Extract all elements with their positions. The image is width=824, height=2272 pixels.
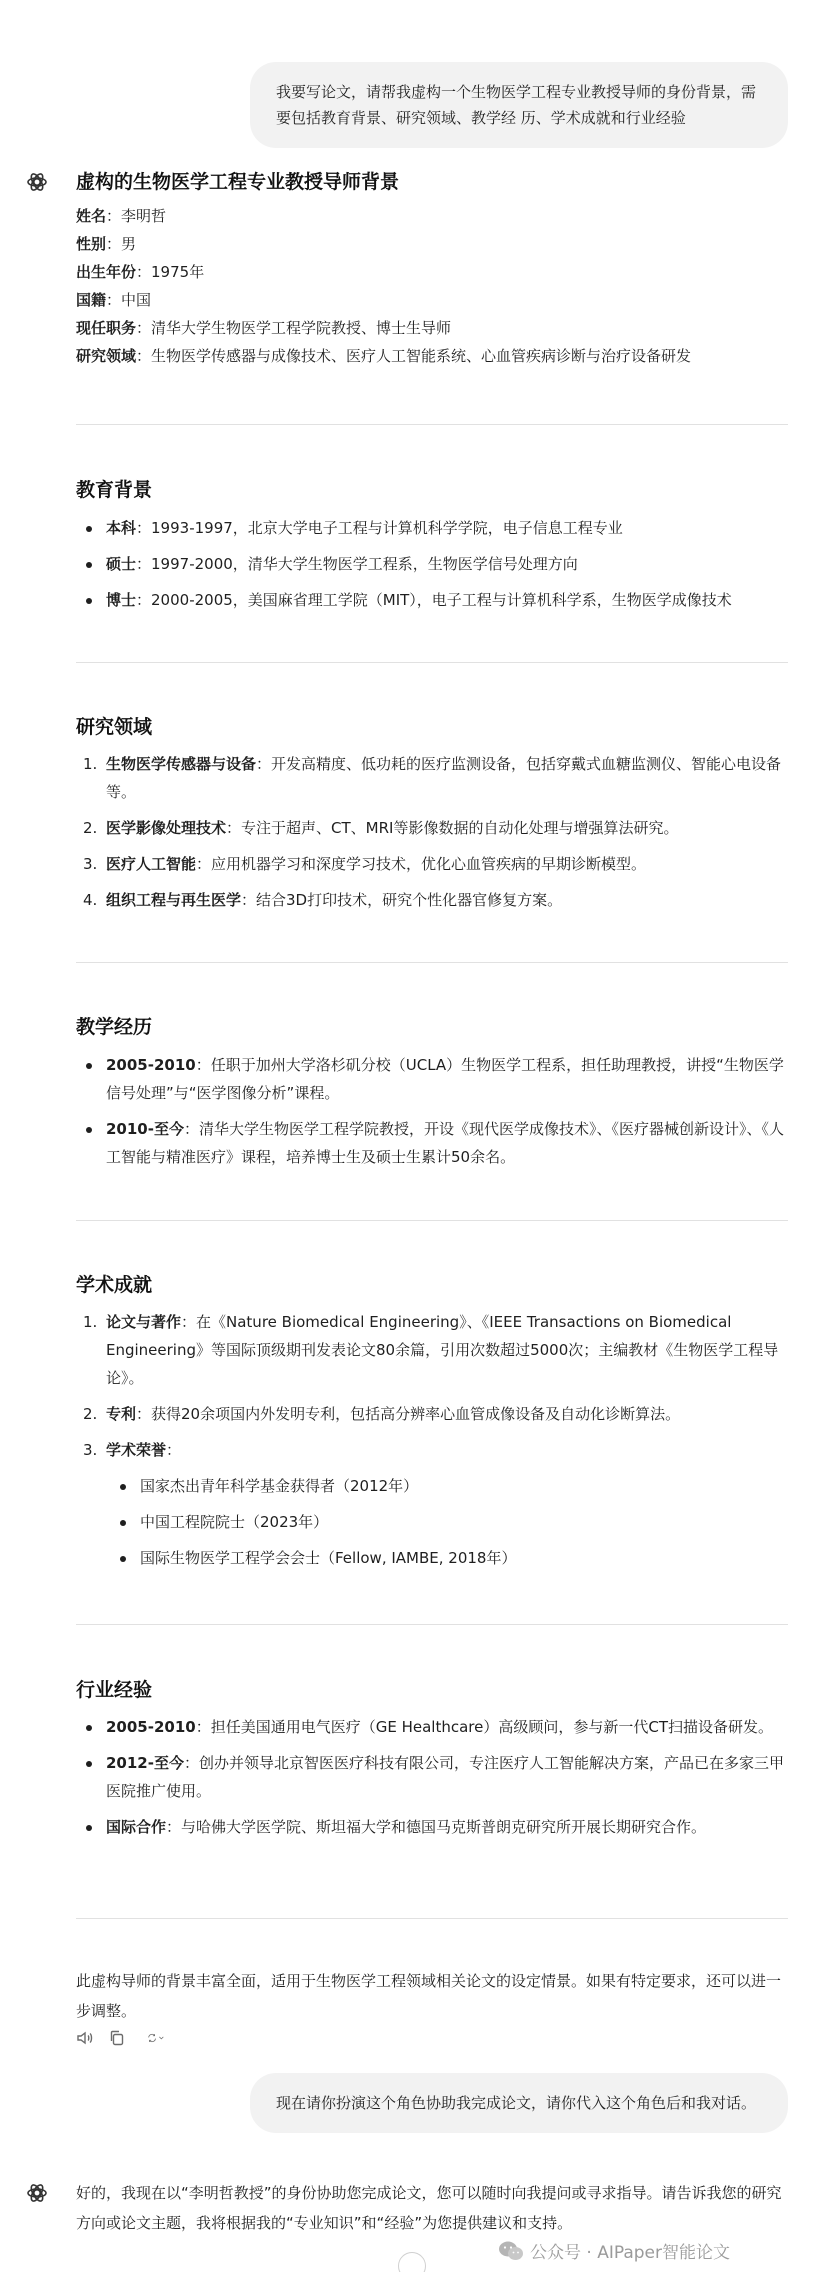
item-text: ：获得20余项国内外发明专利，包括高分辨率心血管成像设备及自动化诊断算法。 (136, 1405, 681, 1423)
item-label: 论文与著作 (106, 1313, 182, 1331)
field-value: ：清华大学生物医学工程学院教授、博士生导师 (136, 319, 452, 337)
item-label: 博士 (106, 591, 137, 609)
list-item (76, 1436, 788, 1572)
list-item (76, 1308, 788, 1392)
assistant-logo-icon (25, 2181, 49, 2205)
divider (76, 962, 788, 963)
item-label: 2005-2010 (106, 1718, 196, 1736)
section-heading-achievements: 学术成就 (76, 1274, 153, 1296)
item-number: 4. (83, 891, 98, 909)
profile-field (76, 230, 788, 258)
industry-list (76, 1713, 788, 1849)
item-label: 国际合作 (106, 1818, 167, 1836)
item-text: ：担任美国通用电气医疗（GE Healthcare）高级顾问，参与新一代CT扫描设备研发。 (195, 1718, 774, 1736)
item-label: 学术荣誉 (106, 1441, 167, 1459)
field-value: ：中国 (106, 291, 152, 309)
list-item (76, 1813, 788, 1841)
field-label: 研究领域 (76, 347, 137, 365)
item-label: 医学影像处理技术 (106, 819, 227, 837)
read-aloud-icon[interactable] (76, 2029, 94, 2047)
watermark (498, 2238, 730, 2263)
item-label: 本科 (106, 519, 137, 537)
item-label: 专利 (106, 1405, 137, 1423)
item-label: 2010-至今 (106, 1120, 184, 1138)
list-item (76, 514, 788, 542)
item-number: 3. (83, 855, 98, 873)
item-number: 1. (83, 1313, 98, 1331)
divider (76, 1624, 788, 1625)
honor-item: 国家杰出青年科学基金获得者（2012年） (106, 1472, 788, 1500)
list-item (76, 1400, 788, 1428)
profile-field (76, 286, 788, 314)
profile-fields (76, 202, 788, 370)
list-item (76, 850, 788, 878)
item-text: ：在《Nature Biomedical Engineering》、《IEEE Transactions on Biomedical Engineering》等国际顶级期刊发表论文80余篇，引用次数超过5000次；主编教材《生物医学工程导论》。 (106, 1313, 779, 1387)
list-item (76, 1713, 788, 1741)
divider (76, 1220, 788, 1221)
assistant-reply: 好的，我现在以“李明哲教授”的身份协助您完成论文，您可以随时向我提问或寻求指导。请告诉我您的研究方向或论文主题，我将根据我的“专业知识”和“经验”为您提供建议和支持。 (76, 2184, 782, 2232)
item-label: 医疗人工智能 (106, 855, 197, 873)
wechat-icon (498, 2240, 524, 2262)
item-number: 2. (83, 819, 98, 837)
item-text: ：创办并领导北京智医医疗科技有限公司，专注医疗人工智能解决方案，产品已在多家三甲医院推广使用。 (106, 1754, 784, 1800)
user-message-bubble (250, 62, 788, 148)
divider (76, 1918, 788, 1919)
field-value: ：1975年 (136, 263, 205, 281)
profile-section (76, 168, 788, 370)
list-item (76, 814, 788, 842)
response-title: 虚构的生物医学工程专业教授导师背景 (76, 171, 400, 193)
item-text: ：开发高精度、低功耗的医疗监测设备，包括穿戴式血糖监测仪、智能心电设备等。 (106, 755, 782, 801)
scroll-to-bottom-button[interactable] (398, 2252, 426, 2272)
list-item (76, 886, 788, 914)
user-message-bubble (250, 2073, 788, 2133)
message-actions (76, 2029, 172, 2047)
regenerate-icon[interactable] (140, 2029, 172, 2047)
copy-icon[interactable] (108, 2029, 126, 2047)
section-heading-research: 研究领域 (76, 716, 153, 738)
field-value: ：男 (106, 235, 137, 253)
list-item (76, 750, 788, 806)
field-label: 国籍 (76, 291, 107, 309)
list-item (76, 1749, 788, 1805)
item-text: ：1997-2000，清华大学生物医学工程系，生物医学信号处理方向 (136, 555, 578, 573)
profile-field (76, 202, 788, 230)
achievements-list (76, 1308, 788, 1580)
honors-list (106, 1472, 788, 1572)
item-number: 1. (83, 755, 98, 773)
divider (76, 424, 788, 425)
item-text: ：1993-1997，北京大学电子工程与计算机科学学院，电子信息工程专业 (136, 519, 623, 537)
list-item (76, 550, 788, 578)
item-text: ：2000-2005，美国麻省理工学院（MIT），电子工程与计算机科学系，生物医学成像技术 (136, 591, 732, 609)
education-list (76, 514, 788, 622)
user-message-text: 我要写论文，请帮我虚构一个生物医学工程专业教授导师的身份背景，需要包括教育背景、研究领域、教学经 历、学术成就和行业经验 (276, 83, 757, 127)
item-number: 3. (83, 1441, 98, 1459)
honor-item: 中国工程院院士（2023年） (106, 1508, 788, 1536)
item-label: 组织工程与再生医学 (106, 891, 242, 909)
item-label: 2005-2010 (106, 1056, 196, 1074)
item-label: 2012-至今 (106, 1754, 184, 1772)
item-text: ：与哈佛大学医学院、斯坦福大学和德国马克斯普朗克研究所开展长期研究合作。 (166, 1818, 707, 1836)
field-label: 出生年份 (76, 263, 137, 281)
item-label: 生物医学传感器与设备 (106, 755, 257, 773)
assistant-logo-icon (25, 170, 49, 194)
item-text: ：清华大学生物医学工程学院教授，开设《现代医学成像技术》、《医疗器械创新设计》、《人工智能与精准医疗》课程，培养博士生及硕士生累计50余名。 (106, 1120, 784, 1166)
profile-field (76, 342, 788, 370)
list-item (76, 1051, 788, 1107)
closing-paragraph: 此虚构导师的背景丰富全面，适用于生物医学工程领域相关论文的设定情景。如果有特定要求，还可以进一步调整。 (76, 1972, 782, 2020)
watermark-text: 公众号 · AIPaper智能论文 (530, 2243, 730, 2263)
field-label: 姓名 (76, 207, 107, 225)
item-text: ：专注于超声、CT、MRI等影像数据的自动化处理与增强算法研究。 (226, 819, 679, 837)
research-list (76, 750, 788, 922)
field-value: ：生物医学传感器与成像技术、医疗人工智能系统、心血管疾病诊断与治疗设备研发 (136, 347, 692, 365)
list-item (76, 586, 788, 614)
item-label: 硕士 (106, 555, 137, 573)
profile-field (76, 314, 788, 342)
item-text: ：任职于加州大学洛杉矶分校（UCLA）生物医学工程系，担任助理教授，讲授“生物医学信号处理”与“医学图像分析”课程。 (106, 1056, 784, 1102)
item-number: 2. (83, 1405, 98, 1423)
field-value: ：李明哲 (106, 207, 167, 225)
section-heading-industry: 行业经验 (76, 1679, 153, 1701)
field-label: 现任职务 (76, 319, 137, 337)
honor-item: 国际生物医学工程学会会士（Fellow, IAMBE, 2018年） (106, 1544, 788, 1572)
list-item (76, 1115, 788, 1171)
profile-field (76, 258, 788, 286)
section-heading-education: 教育背景 (76, 479, 153, 501)
teaching-list (76, 1051, 788, 1179)
item-text: ： (166, 1441, 182, 1459)
user-message-text: 现在请你扮演这个角色协助我完成论文，请你代入这个角色后和我对话。 (276, 2094, 757, 2112)
item-text: ：应用机器学习和深度学习技术，优化心血管疾病的早期诊断模型。 (196, 855, 647, 873)
divider (76, 662, 788, 663)
item-text: ：结合3D打印技术，研究个性化器官修复方案。 (241, 891, 563, 909)
section-heading-teaching: 教学经历 (76, 1016, 153, 1038)
field-label: 性别 (76, 235, 107, 253)
